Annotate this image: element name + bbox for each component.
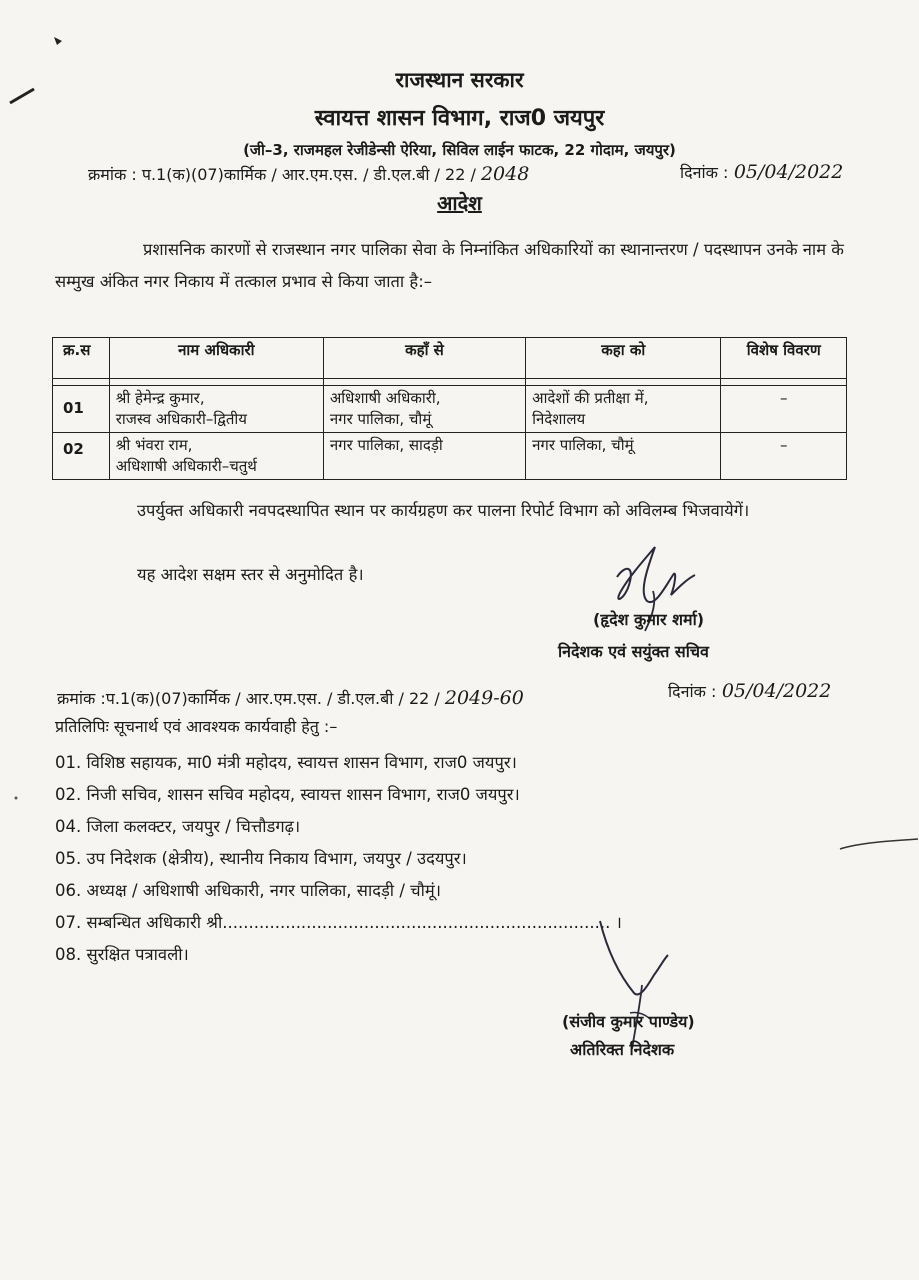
- row-from-line1: नगर पालिका, सादड़ी: [329, 436, 443, 454]
- signatory-2-designation: अतिरिक्त निदेशक: [570, 1040, 675, 1059]
- copy-date-label: दिनांक :: [668, 682, 717, 701]
- col-from: कहाँ से: [323, 338, 525, 379]
- table-row: [53, 433, 847, 480]
- header-government: राजस्थान सरकार: [395, 68, 524, 92]
- document-title: [0, 189, 919, 216]
- list-item: 02. निजी सचिव, शासन सचिव महोदय, स्वायत्त शासन विभाग, राज0 जयपुर।: [55, 785, 520, 804]
- pen-stroke-icon: [838, 835, 918, 855]
- row-name-line2: राजस्व अधिकारी–द्वितीय: [115, 410, 247, 428]
- row-name-line1: श्री हेमेन्द्र कुमार,: [115, 389, 205, 407]
- copy-ref-number: 2049-60: [444, 687, 524, 709]
- col-remarks: विशेष विवरण: [721, 338, 847, 379]
- row-to-line1: नगर पालिका, चौमूं: [532, 436, 634, 454]
- table-spacer-row: [53, 379, 847, 386]
- copy-heading: प्रतिलिपिः सूचनार्थ एवं आवश्यक कार्यवाही हेतु :–: [55, 717, 338, 736]
- row-name-line2: अधिशाषी अधिकारी–चतुर्थ: [115, 457, 257, 475]
- compliance-paragraph: [55, 495, 845, 527]
- col-to: कहा को: [526, 338, 721, 379]
- row-name: [109, 433, 323, 480]
- order-reference: [88, 163, 529, 185]
- order-date-label: दिनांक :: [680, 163, 729, 182]
- signatory-1-name: (हृदेश कुमार शर्मा): [593, 610, 705, 629]
- row-from: [323, 433, 525, 480]
- copy-date-value: 05/04/2022: [721, 680, 832, 702]
- row-from-line2: नगर पालिका, चौमूं: [329, 410, 432, 428]
- row-to-line1: आदेशों की प्रतीक्षा में,: [532, 389, 649, 407]
- transfer-table: [52, 337, 847, 480]
- list-item: 01. विशिष्ठ सहायक, मा0 मंत्री महोदय, स्वायत्त शासन विभाग, राज0 जयपुर।: [55, 753, 517, 772]
- order-ref-prefix: क्रमांक : प.1(क)(07)कार्मिक / आर.एम.एस. / डी.एल.बी / 22 /: [88, 165, 476, 184]
- list-item: 05. उप निदेशक (क्षेत्रीय), स्थानीय निकाय विभाग, जयपुर / उदयपुर।: [55, 849, 467, 868]
- row-sno: 02: [53, 433, 110, 480]
- title-text: आदेश: [437, 191, 482, 215]
- row-to: [526, 433, 721, 480]
- row-from: [323, 386, 525, 433]
- row-remarks: –: [721, 386, 847, 433]
- order-ref-number: 2048: [480, 163, 530, 185]
- row-sno: 01: [53, 386, 110, 433]
- table-header-row: [53, 338, 847, 379]
- row-name: [109, 386, 323, 433]
- header-address: (जी–3, राजमहल रेजीडेन्सी ऐरिया, सिविल लाईन फाटक, 22 गोदाम, जयपुर): [243, 141, 676, 159]
- approval-line: यह आदेश सक्षम स्तर से अनुमोदित है।: [137, 565, 364, 584]
- list-item: 07. सम्बन्धित अधिकारी श्री.......................................................................... ।: [55, 913, 622, 932]
- list-item: 04. जिला कलक्टर, जयपुर / चित्तौडगढ़।: [55, 817, 301, 836]
- row-to-line2: निदेशालय: [532, 410, 586, 428]
- intro-paragraph: [55, 234, 845, 298]
- row-remarks: –: [721, 433, 847, 480]
- compliance-text: उपर्युक्त अधिकारी नवपदस्थापित स्थान पर कार्यग्रहण कर पालना रिपोर्ट विभाग को अविलम्ब भिजवायेगें।: [137, 501, 750, 520]
- col-name: नाम अधिकारी: [109, 338, 323, 379]
- signatory-2-name: (संजीव कुमार पाण्डेय): [562, 1012, 695, 1031]
- list-item: 08. सुरक्षित पत्रावली।: [55, 945, 189, 964]
- row-name-line1: श्री भंवरा राम,: [115, 436, 193, 454]
- row-to: [526, 386, 721, 433]
- copy-ref-prefix: क्रमांक :प.1(क)(07)कार्मिक / आर.एम.एस. / डी.एल.बी / 22 /: [57, 689, 440, 708]
- col-sno: क्र.स: [53, 338, 110, 379]
- margin-dot-icon: [13, 795, 19, 801]
- copy-reference: [57, 687, 524, 709]
- signatory-1-designation: निदेशक एवं सयुंक्त सचिव: [558, 642, 709, 661]
- order-date-value: 05/04/2022: [733, 161, 844, 183]
- table-row: [53, 386, 847, 433]
- copy-date: [668, 680, 831, 702]
- copy-list: [55, 747, 622, 971]
- row-from-line1: अधिशाषी अधिकारी,: [329, 389, 441, 407]
- header-department: स्वायत्त शासन विभाग, राज0 जयपुर: [314, 106, 605, 131]
- order-date: [680, 161, 843, 183]
- intro-text: प्रशासनिक कारणों से राजस्थान नगर पालिका सेवा के निम्नांकित अधिकारियों का स्थानान्तरण / पदस्थापन उनके नाम के सम्मुख अंकित नगर निकाय में तत्काल प्रभाव से किया जाता है:–: [55, 240, 844, 291]
- list-item: 06. अध्यक्ष / अधिशाषी अधिकारी, नगर पालिका, सादड़ी / चौमूं।: [55, 881, 441, 900]
